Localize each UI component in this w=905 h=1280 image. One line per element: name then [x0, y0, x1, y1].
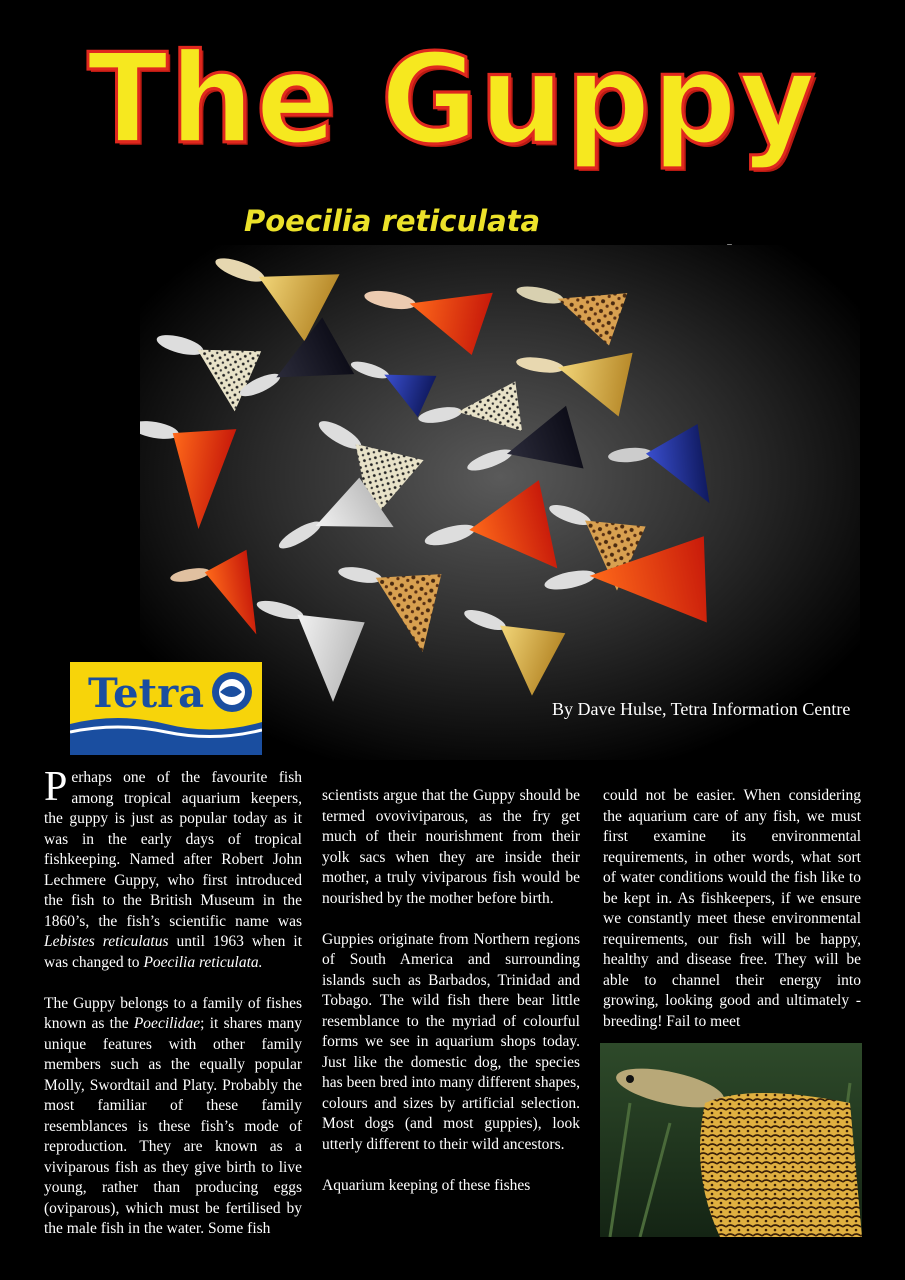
paragraph: Perhaps one of the favourite fish among tropical aquarium keepers, the guppy is just as popular today as it was in the early days of tropical fishkeeping. Named after Robert John Lechmere Guppy, who first introduced the fish to the British Museum in the 1860’s, the fish’s scientific name was Lebistes reticulatus until 1963 when it was changed to Poecilia reticulata.: [44, 764, 303, 971]
paragraph: Aquarium keeping of these fishes: [322, 1176, 531, 1194]
paragraph: The Guppy belongs to a family of fishes known as the Poecilidae; it shares many unique features with other family members such as the equally popular Molly, Swordtail and Platy. Probably the most familiar of these family resemblances is these fish’s mode of reproduction. They are known as a viviparous fish as they give birth to live young, rather than producing eggs (oviparous), which must be fertilised by the male fish in the water. Some fish: [44, 994, 303, 1237]
byline: By Dave Hulse, Tetra Information Centre: [552, 699, 851, 719]
article-column-2: [322, 786, 580, 1217]
logo-text: Tetra: [88, 670, 205, 717]
drop-cap: P: [44, 764, 68, 810]
guppy-closeup-photo: [600, 1043, 862, 1237]
paragraph: could not be easier. When considering the aquarium care of any fish, we must first examine its environmental requirements, in other words, what sort of water conditions would the fish like to be kept in. As fishkeepers, if we ensure we constantly meet these environmental requirements, our fish will be happy, healthy and disease free. They will be able to channel their energy into growing, looking good and ultimately - breeding! Fail to meet: [603, 787, 861, 1030]
paragraph: Guppies originate from Northern regions of South America and surrounding islands such as Barbados, Trinidad and Tobago. The wild fish there bear little resemblance to the myriad of colourful forms we see in aquarium shops today. Just like the domestic dog, the species has been bred into many different shapes, colours and sizes by artificial selection. Most dogs (and most guppies), look utterly different to their wild ancestors.: [322, 930, 580, 1153]
article-column-1: [44, 764, 303, 1260]
paragraph: scientists argue that the Guppy should be termed ovoviviparous, as the fry get much of their nourishment from their yolk sacs when they are inside their mother, a truly viviparous fish would be nourished by the mother before birth.: [322, 787, 580, 907]
scientific-name: Poecilia reticulata: [244, 204, 541, 238]
tetra-logo: [70, 662, 262, 755]
page-title: The Guppy: [87, 26, 818, 172]
article-column-3: [603, 786, 861, 1053]
